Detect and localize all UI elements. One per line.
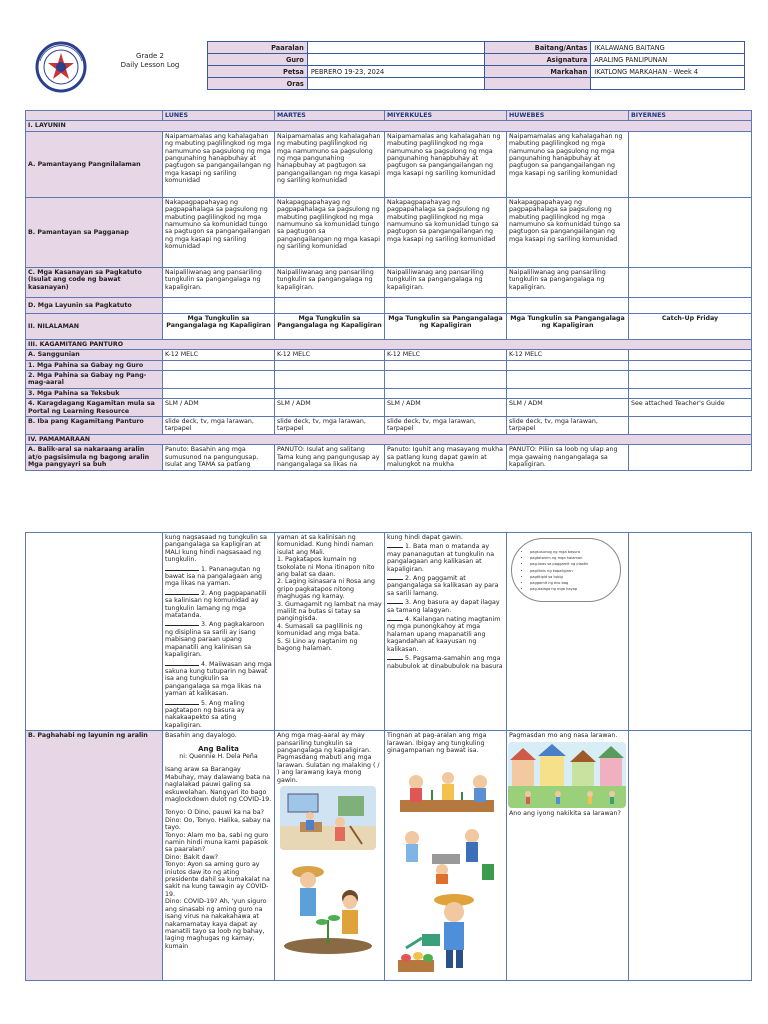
fri-d — [629, 297, 752, 313]
cell — [629, 371, 752, 389]
row-karagdagang-kagamitan — [26, 399, 752, 417]
date-value[interactable]: PEBRERO 19-23, 2024 — [307, 66, 485, 78]
school-label: Paaralan — [208, 42, 308, 54]
choices-cloud — [511, 538, 621, 602]
wed-item-text: 4. Kailangan nating magtanim ng mga punongkahoy at mga halaman upang mapanatili ang kagandahan at kaayusan ng kalikasan. — [387, 616, 501, 653]
corner-cell — [26, 111, 163, 121]
thu-balik-aral: PANUTO: Piliin sa loob ng ulap ang mga gawaing nangangalaga sa kapaligiran. — [507, 445, 629, 471]
thu-sanggunian: K-12 MELC — [507, 350, 629, 360]
grade-level-label: Baitang/Antas — [485, 42, 591, 54]
thu-d — [507, 297, 629, 313]
community-cleanup-image — [508, 742, 626, 808]
mon-b: Nakapagpapahayag ng pagpapahalaga sa pagsulong ng mabuting paglilingkod ng mga namumuno sa komunidad tungo sa pagtugon sa pangangailangan ng mga kasapi ng sariling komunidad — [163, 197, 275, 267]
lesson-grid-continued — [25, 532, 752, 981]
cell — [275, 360, 385, 370]
thu-c: Naipaliliwanag ang pansariling tungkulin sa pangangalaga ng kapaligiran. — [507, 267, 629, 297]
label-kasanayan: C. Mga Kasanayan sa Pagkatuto (Isulat ang code ng bawat kasanayan) — [26, 267, 163, 297]
wed-a: Naipamamalas ang kahalagahan ng mabuting paglilingkod ng mga namumuno sa pagsulong ng mga pangunahing hanapbuhay at pagtugon sa pangangailangan ng mga kasapi ng sariling komunidad — [385, 131, 507, 197]
thu-paghahabi-question: Ano ang iyong nakikita sa larawan? — [509, 809, 621, 817]
mon-item-text: 4. Maiiwasan ang mga sakuna kung tutuparin ng bawat isa ang tungkulin sa pangangalaga sa mga likas na yaman at kalikasan. — [165, 660, 272, 698]
story-line: Dino: Bakit daw? — [165, 853, 218, 861]
tue-item: 4. Sumasali sa paglilinis ng komunidad ang mga bata. — [277, 622, 363, 638]
mon-item — [165, 564, 272, 588]
story-line: Tonyo: O Dino, pauwi ka na ba? — [165, 809, 264, 817]
classroom-cleaning-image — [280, 786, 376, 850]
label-iba-pang-kagamitan: B. Iba pang Kagamitang Panturo — [26, 417, 163, 435]
fri-a — [629, 131, 752, 197]
story-line: Dino: Oo, Tonyo. Halika, sabay na tayo. — [165, 816, 271, 832]
answer-blank[interactable] — [165, 698, 199, 705]
cloud-item: • paggamit ng eco bag — [530, 580, 612, 586]
section-row — [26, 434, 752, 444]
story-intro: Basahin ang dayalogo. — [165, 732, 237, 740]
cloud-item: • pagsusunog ng mga basura — [530, 549, 612, 555]
label-pamantayang-pangnilalaman: A. Pamantayang Pangnilalaman — [26, 131, 163, 197]
label-layunin-pagkatuto: D. Mga Layunin sa Pagkatuto — [26, 297, 163, 313]
boy-watering-plants-image — [392, 890, 502, 980]
cell — [275, 388, 385, 398]
cell — [163, 360, 275, 370]
planting-children-image — [280, 858, 376, 958]
header-row — [208, 78, 745, 90]
wed-item-text: 1. Bata man o matanda ay may pananagutan at tungkulin na pangalagaan ang kalikasan at kapaligiran. — [387, 543, 495, 573]
day-monday: LUNES — [163, 111, 275, 121]
row-layunin-pagkatuto — [26, 297, 752, 313]
wed-exercise — [385, 533, 507, 731]
tue-slide: slide deck, tv, mga larawan, tarpapel — [275, 417, 385, 435]
grade-title-block — [95, 52, 205, 70]
row-kasanayan — [26, 267, 752, 297]
story-line: Dino: COVID-19? Ah, 'yun siguro ang sinasabi ng aming guro na isang virus na nakakahawa at nakamamatay kaya dapat ay manatili tayo sa loob ng bahay, laging maghugas ng kamay, kumain — [165, 898, 267, 950]
mon-exercise — [163, 533, 275, 731]
wed-item — [387, 573, 504, 597]
thu-slm: SLM / ADM — [507, 399, 629, 417]
wed-item — [387, 597, 504, 614]
row-paghahabi — [26, 731, 752, 981]
mon-item — [165, 659, 272, 698]
day-tuesday: MARTES — [275, 111, 385, 121]
mon-item-text: 5. Ang maling pagtatapon ng basura ay nakakaapekto sa ating kapaligiran. — [165, 699, 245, 729]
tue-b: Nakapagpapahayag ng pagpapahalaga sa pagsulong ng mabuting paglilingkod ng mga namumuno sa komunidad tungo sa pagtugon sa pangangailangan ng mga kasapi ng sariling komunidad — [275, 197, 385, 267]
row-gabay-mag-aaral — [26, 371, 752, 389]
row-pamantayang-pangnilalaman — [26, 131, 752, 197]
cloud-item: • pagtatanim ng mga halaman — [530, 555, 612, 561]
empty-value[interactable] — [591, 78, 745, 90]
tue-item: 1. Pagkatapos kumain ng tsokolate ni Mona itinapon nito ang balat sa daan. — [277, 556, 375, 579]
mon-a: Naipamamalas ang kahalagahan ng mabuting paglilingkod ng mga namumuno sa pagsulong ng mga pangunahing hanapbuhay at pagtugon sa pangangailangan ng mga kasapi ng sariling komunidad — [163, 131, 275, 197]
row-pamantayan-pagganap — [26, 197, 752, 267]
log-title: Daily Lesson Log — [120, 61, 180, 69]
answer-blank[interactable] — [387, 653, 403, 660]
label-gabay-mag-aaral: 2. Mga Pahina sa Gabay ng Pang-mag-aaral — [26, 371, 163, 389]
answer-blank[interactable] — [387, 541, 403, 548]
tue-sanggunian: K-12 MELC — [275, 350, 385, 360]
fri-see-attached: See attached Teacher's Guide — [629, 399, 752, 417]
answer-blank[interactable] — [165, 588, 199, 595]
empty-label — [485, 78, 591, 90]
fri-b — [629, 197, 752, 267]
tue-a: Naipamamalas ang kahalagahan ng mabuting paglilingkod ng mga namumuno sa pagsulong ng mga pangunahing hanapbuhay at pagtugon sa pangangailangan ng mga kasapi ng sariling komunidad — [275, 131, 385, 197]
thu-a: Naipamamalas ang kahalagahan ng mabuting paglilingkod ng mga namumuno sa pagsulong ng mga pangunahing hanapbuhay at pagtugon sa pangangailangan ng mga kasapi ng sariling komunidad — [507, 131, 629, 197]
label-gabay-guro: 1. Mga Pahina sa Gabay ng Guro — [26, 360, 163, 370]
kids-cleaning-image — [392, 824, 502, 884]
wed-item-text: 5. Pagsama-samahin ang mga nabubulok at dinabubulok na basura — [387, 655, 503, 670]
quarter-value[interactable]: IKATLONG MARKAHAN - Week 4 — [591, 66, 745, 78]
tue-d — [275, 297, 385, 313]
label-nilalaman: II. NILALAMAN — [26, 313, 163, 339]
time-label: Oras — [208, 78, 308, 90]
subject-value[interactable]: ARALING PANLIPUNAN — [591, 54, 745, 66]
grade-level-value[interactable]: IKALAWANG BAITANG — [591, 42, 745, 54]
wed-b: Nakapagpapahayag ng pagpapahalaga sa pagsulong ng mabuting paglilingkod ng mga namumuno sa komunidad tungo sa pagtugon sa pangangailangan ng mga kasapi ng sariling komunidad — [385, 197, 507, 267]
cell — [629, 360, 752, 370]
teacher-value[interactable] — [307, 54, 485, 66]
day-friday: BIYERNES — [629, 111, 752, 121]
page-gap — [0, 492, 768, 532]
mon-item-text: 3. Ang pagkakaroon ng disiplina sa sarili ay isang mabisang paraan upang mapanatili ang kalinisan sa kapaligiran. — [165, 621, 265, 659]
cell — [163, 388, 275, 398]
kids-gardening-image — [392, 766, 502, 816]
row-gabay-guro — [26, 360, 752, 370]
day-header-row — [26, 111, 752, 121]
cell — [629, 388, 752, 398]
mon-c: Naipaliliwanag ang pansariling tungkulin sa pangangalaga ng kapaligiran. — [163, 267, 275, 297]
mon-slm: SLM / ADM — [163, 399, 275, 417]
story-line: Isang araw sa Barangay Mabuhay, may dalawang bata na naglalakad pauwi galing sa eskuwelahan. Nangyari ito bago maglockdown dulot ng COVID-19. — [165, 766, 272, 803]
grade-label: Grade 2 — [135, 52, 165, 60]
thu-nilalaman: Mga Tungkulin sa Pangangalaga ng Kapaligiran — [507, 313, 629, 339]
label-continued — [26, 533, 163, 731]
label-sanggunian: A. Sanggunian — [26, 350, 163, 360]
cloud-item: • pag-aalaga ng mga hayop — [530, 586, 612, 592]
day-thursday: HUWEBES — [507, 111, 629, 121]
answer-blank[interactable] — [387, 573, 403, 580]
story-author: ni: Quennie H. Dela Peña — [179, 752, 258, 760]
wed-c: Naipaliliwanag ang pansariling tungkulin sa pangangalaga ng kapaligiran. — [385, 267, 507, 297]
cloud-item: • pagtitipid sa tubig — [530, 574, 612, 580]
section-pamamaraan: IV. PAMAMARAAN — [26, 434, 752, 444]
header-row — [208, 54, 745, 66]
date-label: Petsa — [208, 66, 308, 78]
tue-slm: SLM / ADM — [275, 399, 385, 417]
wed-nilalaman: Mga Tungkulin sa Pangangalaga ng Kapaligiran — [385, 313, 507, 339]
mon-story — [163, 731, 275, 981]
answer-blank[interactable] — [165, 659, 199, 666]
time-value[interactable] — [307, 78, 485, 90]
wed-sanggunian: K-12 MELC — [385, 350, 507, 360]
fri-sanggunian — [629, 350, 752, 360]
fri-nilalaman: Catch-Up Friday — [629, 313, 752, 339]
cell — [507, 371, 629, 389]
story-line: Tonyo: Ayon sa aming guro ay iniutos daw ito ng ating presidente dahil sa kumakalat na sakit na kung tawagin ay COVID-19. — [165, 861, 270, 898]
tue-nilalaman: Mga Tungkulin sa Pangangalaga ng Kapaligiran — [275, 313, 385, 339]
page-two — [0, 532, 768, 1024]
mon-nilalaman: Mga Tungkulin sa Pangangalaga ng Kapaligiran — [163, 313, 275, 339]
story-line: Tonyo: Alam mo ba, sabi ng guro namin hindi muna kami papasok sa paaralan? — [165, 831, 269, 854]
header-row — [208, 42, 745, 54]
row-balik-aral-continued — [26, 533, 752, 731]
lesson-grid — [25, 110, 752, 471]
teacher-label: Guro — [208, 54, 308, 66]
mon-item-text: 2. Ang pagpapanatili sa kalinisan ng komunidad ay tungkulin lamang ng mga matatanda. — [165, 589, 267, 620]
row-balik-aral — [26, 445, 752, 471]
answer-blank[interactable] — [387, 614, 403, 621]
label-teksbuk: 3. Mga Pahina sa Teksbuk — [26, 388, 163, 398]
tue-exercise-intro: yaman at sa kalinisan ng komunidad. Kung hindi naman isulat ang Mali. — [277, 534, 374, 556]
fri-exercise — [629, 533, 752, 731]
cell — [385, 360, 507, 370]
story-title: Ang Balita — [198, 744, 239, 753]
label-balik-aral: A. Balik-aral sa nakaraang aralin at/o pagsisimula ng bagong aralin Mga pangyayri sa buh — [26, 445, 163, 471]
thu-b: Nakapagpapahayag ng pagpapahalaga sa pagsulong ng mabuting paglilingkod ng mga namumuno sa komunidad tungo sa pagtugon sa pangangailangan ng mga kasapi ng sariling komunidad — [507, 197, 629, 267]
tue-exercise — [275, 533, 385, 731]
tue-item: 5. Si Lino ay nagtanim ng bagong halaman. — [277, 637, 358, 653]
subject-label: Asignatura — [485, 54, 591, 66]
section-row — [26, 121, 752, 131]
cell — [385, 388, 507, 398]
cloud-item: • pag-iwas sa paggamit ng plastik — [530, 561, 612, 567]
label-karagdagang-kagamitan: 4. Karagdagang Kagamitan mula sa Portal ng Learning Resource — [26, 399, 163, 417]
mon-item — [165, 698, 272, 730]
section-row — [26, 339, 752, 349]
mon-d — [163, 297, 275, 313]
wed-item-text: 3. Ang basura ay dapat ilagay sa tamang lalagyan. — [387, 599, 500, 614]
day-wednesday: MIYERKULES — [385, 111, 507, 121]
wed-slm: SLM / ADM — [385, 399, 507, 417]
tue-c: Naipaliliwanag ang pansariling tungkulin sa pangangalaga ng kapaligiran. — [275, 267, 385, 297]
cell — [507, 360, 629, 370]
wed-item — [387, 541, 504, 573]
fri-slide — [629, 417, 752, 435]
row-nilalaman — [26, 313, 752, 339]
fri-c — [629, 267, 752, 297]
answer-blank[interactable] — [165, 564, 199, 571]
mon-exercise-intro: kung nagsasaad ng tungkulin sa pangangalaga sa kapligiran at MALI kung hindi nagsasaad ng tungkulin. — [165, 534, 267, 564]
mon-item-text: 1. Pananagutan ng bawat isa na pangalagaan ang mga likas na yaman. — [165, 565, 262, 588]
row-iba-pang-kagamitan — [26, 417, 752, 435]
tue-balik-aral: PANUTO: Isulat ang salitang Tama kung ang pangungusap ay nangangalaga sa likas na — [275, 445, 385, 471]
wed-item — [387, 614, 504, 653]
tue-paghahabi-text: Ang mga mag-aaral ay may pansariling tungkulin sa pangangalaga ng kapaligiran. Pagmasdang mabuti ang mga larawan. Sulatan ng malaking ( / ) ang larawang kaya mong gawin. — [277, 732, 380, 784]
mon-balik-aral: Panuto: Basahin ang mga sumusunod na pangungusap. Isulat ang TAMA sa patlang — [163, 445, 275, 471]
row-teksbuk — [26, 388, 752, 398]
mon-sanggunian: K-12 MELC — [163, 350, 275, 360]
cloud-item: • paglilinis ng kapaligiran — [530, 568, 612, 574]
mon-item — [165, 619, 272, 658]
school-value[interactable] — [307, 42, 485, 54]
section-layunin: I. LAYUNIN — [26, 121, 752, 131]
header-row — [208, 66, 745, 78]
tue-item: 2. Laging isinasara ni Rosa ang gripo pagkatapos nitong maghugas ng kamay. — [277, 578, 376, 601]
thu-slide: slide deck, tv, mga larawan, tarpapel — [507, 417, 629, 435]
wed-paghahabi-text: Tingnan at pag-aralan ang mga larawan. Ibigay ang tungkuling ginagampanan ng bawat isa. — [387, 732, 487, 754]
cell — [275, 371, 385, 389]
wed-item — [387, 653, 504, 670]
cell — [163, 371, 275, 389]
cell — [385, 371, 507, 389]
header-info-table — [207, 41, 745, 90]
wed-balik-aral: Panuto: Iguhit ang masayang mukha sa patlang kung dapat gawin at malungkot na mukha — [385, 445, 507, 471]
fri-paghahabi — [629, 731, 752, 981]
wed-slide: slide deck, tv, mga larawan, tarpapel — [385, 417, 507, 435]
quarter-label: Markahan — [485, 66, 591, 78]
tue-item: 3. Gumagamit ng lambat na may malilit na butas si tatay sa pangingisda. — [277, 600, 382, 623]
answer-blank[interactable] — [165, 619, 199, 626]
fri-balik-aral — [629, 445, 752, 471]
row-sanggunian — [26, 350, 752, 360]
thu-paghahabi-text: Pagmasdan mo ang nasa larawan. — [509, 732, 618, 740]
wed-exercise-intro: kung hindi dapat gawin. — [387, 534, 463, 541]
mon-slide: slide deck, tv, mga larawan, tarpapel — [163, 417, 275, 435]
answer-blank[interactable] — [387, 597, 403, 604]
page-one — [0, 0, 768, 492]
label-pamantayan-pagganap: B. Pamantayan sa Pagganap — [26, 197, 163, 267]
wed-item-text: 2. Ang paggamit at pangangalaga sa kalikasan ay para sa sarili lamang. — [387, 575, 499, 597]
wed-d — [385, 297, 507, 313]
label-paghahabi: B. Paghahabi ng layunin ng aralin — [26, 731, 163, 981]
mon-item — [165, 588, 272, 620]
cell — [507, 388, 629, 398]
deped-seal-logo — [30, 41, 92, 93]
section-kagamitan: III. KAGAMITANG PANTURO — [26, 339, 752, 349]
